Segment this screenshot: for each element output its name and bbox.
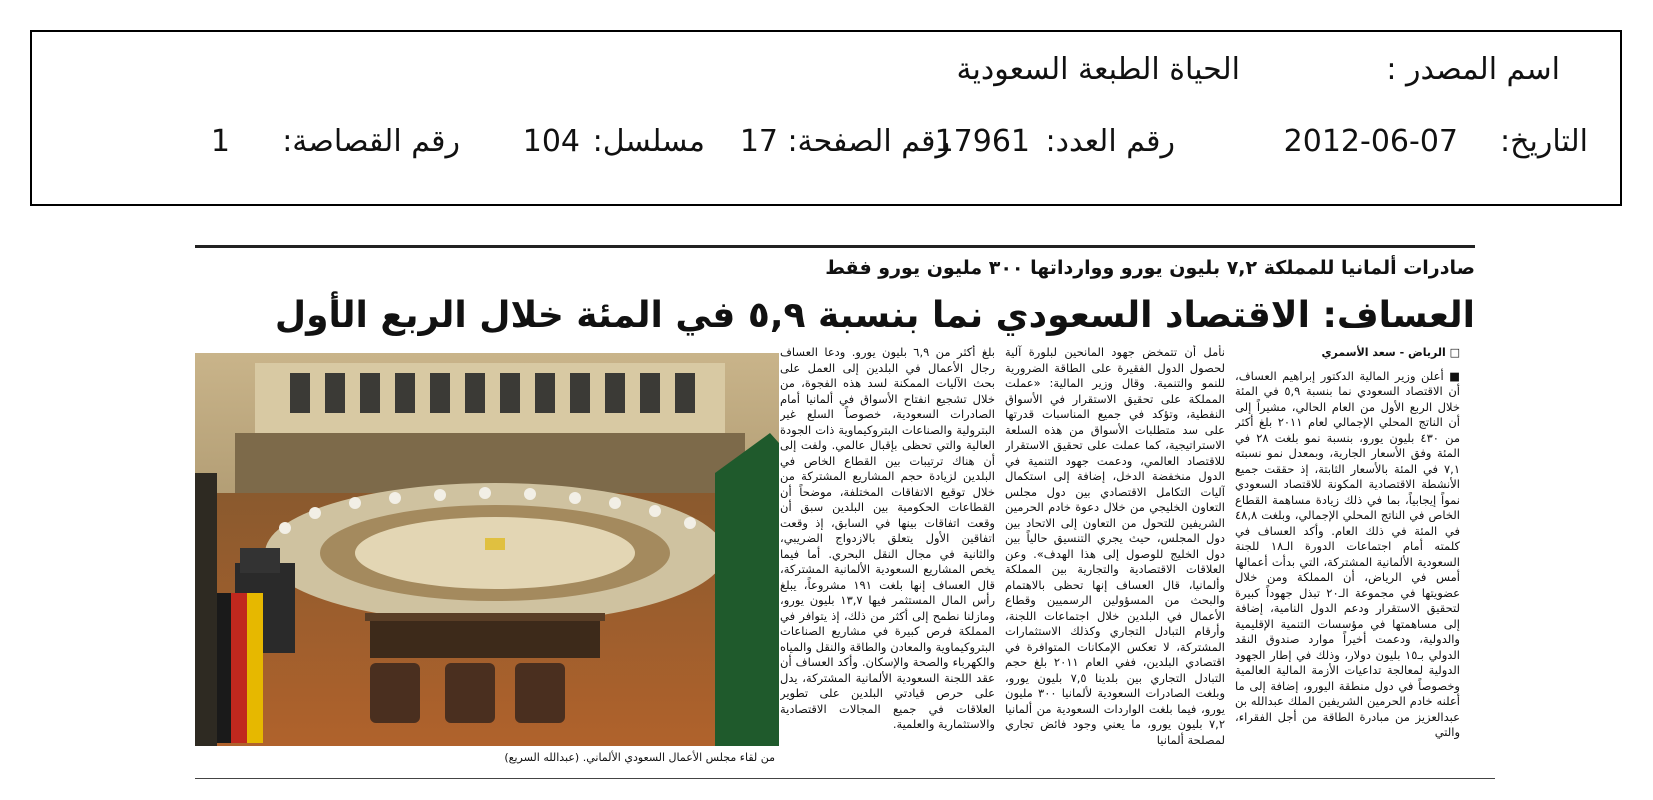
date-value: 2012-06-07 (1283, 124, 1458, 159)
column-1-text: ■ أعلن وزير المالية الدكتور إبراهيم العساف، أن الاقتصاد السعودي نما بنسبة ٥,٩ في المئة خلال الربع الأول من العام الحالي، مشيراً إلى أن الناتج المحلي الإجمالي لعام ٢٠١١ بلغ أكثر من ٤٣٠ بليون يورو، بنسبة نمو بلغت ٢٨ في المئة وفق الأسعار الجارية، وبمعدل نمو نسبته ٧,١ في المئة بالأسعار الثابتة، إذ حققت جميع الأنشطة الاقتصادية المكونة للاقتصاد السعودي نمواً إيجابياً، بما في ذلك زيادة مساهمة القطاع الخاص في الناتج المحلي الإجمالي، وبلغت ٤٨,٨ في المئة في ذلك العام. وأكد العساف في كلمته أمام اجتماعات الدورة الـ١٨ للجنة السعودية الألمانية المشتركة، التي بدأت أعمالها أمس في الرياض، أن المملكة ومن خلال عضويتها في مجموعة الـ٢٠ تبذل جهوداً كبيرة لتحقيق الاستقرار ودعم الدول النامية، إضافة إلى مساهمتها في مؤسسات التنمية الإقليمية والدولية، ودعمت أخيراً موارد صندوق النقد الدولي بـ١٥ بليون دولار، وذلك في إطار الجهود الدولية لمعالجة تداعيات الأزمة المالية العالمية وخصوصاً في دول منطقة اليورو، إضافة إلى ما أعلنه خادم الحرمين الشريفين الملك عبدالله بن عبدالعزيز من مبادرة الطاقة من أجل الفقراء، والتي (1235, 368, 1460, 739)
newspaper-clipping (195, 245, 1495, 790)
meeting-hall-image (195, 353, 779, 746)
issue-label: رقم العدد: (1045, 124, 1175, 159)
column-2-text: نأمل أن تتمخض جهود المانحين لبلورة آلية لحصول الدول الفقيرة على الطاقة الضرورية للنمو والتنمية. وقال وزير المالية: «عملت المملكة على تحقيق الاستقرار في الأسواق النفطية، وتؤكد في جميع المناسبات قدرتها على سد متطلبات الأسواق من هذه السلعة الاستراتيجية، كما عملت على تحقيق الاستقرار للاقتصاد العالمي، ودعمت جهود التنمية في الدول منخفضة الدخل، إضافة إلى استكمال آليات التكامل الاقتصادي بين دول مجلس التعاون الخليجي من خلال دعوة خادم الحرمين الشريفين للتحول من التعاون إلى الاتحاد بين دول المجلس، حيث يجري التنسيق حالياً بين دول الخليج للوصول إلى هذا الهدف». وعن العلاقات الاقتصادية والتجارية بين المملكة وألمانيا، قال العساف إنها تحظى بالاهتمام والبحث من المسؤولين الرسميين وقطاع الأعمال في البلدين خلال اجتماعات اللجنة، وأرقام التبادل التجاري وكذلك الاستثمارات المشتركة، لا تعكس الإمكانات المتوافرة في اقتصادي البلدين، ففي العام ٢٠١١ بلغ حجم التبادل التجاري بين بلدينا ٧,٥ بليون يورو، وبلغت الصادرات السعودية لألمانيا ٣٠٠ مليون يورو، فيما بلغت الواردات السعودية من ألمانيا ٧,٢ بليون يورو، ما يعني وجود فائض تجاري لمصلحة ألمانيا (1005, 345, 1225, 747)
bottom-rule (195, 778, 1495, 779)
article-headline: العساف: الاقتصاد السعودي نما بنسبة ٥,٩ في المئة خلال الربع الأول (274, 295, 1475, 336)
date-label: التاريخ: (1500, 124, 1588, 159)
article-subheadline: صادرات ألمانيا للمملكة ٧,٢ بليون يورو ووارداتها ٣٠٠ مليون يورو فقط (825, 257, 1475, 279)
source-value: الحياة الطبعة السعودية (956, 52, 1240, 87)
article-column-3 (780, 345, 995, 760)
top-rule (195, 245, 1475, 248)
source-info-box (30, 30, 1622, 206)
column-3-text: بلغ أكثر من ٦,٩ بليون يورو. ودعا العساف رجال الأعمال في البلدين إلى العمل على بحث الآليات الممكنة لسد هذه الفجوة، من خلال تشجيع انفتاح الأسواق في ألمانيا أمام الصادرات السعودية، خصوصاً السلع غير البترولية والصناعات البتروكيماوية ذات الجودة العالية والتي تحظى بإقبال عالمي. ولفت إلى أن هناك ترتيبات بين القطاع الخاص في البلدين لزيادة حجم المشاريع المشتركة من خلال توقيع الاتفاقات المختلفة، موضحاً أن القطاعات الحكومية بين البلدين سبق أن وقعت اتفاقات بينها في السابق، إذ وقعت اتفاقين الأول يتعلق بالازدواج الضريبي، والثانية في مجال النقل البحري. أما فيما يخص المشاريع السعودية الألمانية المشتركة، قال العساف إنها بلغت ١٩١ مشروعاً، يبلغ رأس المال المستثمر فيها ١٣,٧ بليون يورو، ومازلنا نطمح إلى أكثر من ذلك، إذ يتوافر في المملكة فرص كبيرة في مشاريع الصناعات البتروكيماوية والمعادن والطاقة والنقل والمياه والكهرباء والصحة والإسكان. وأكد العساف أن عقد اللجنة السعودية الألمانية المشتركة، يدل على حرص قيادتي البلدين على تطوير العلاقات في جميع المجالات الاقتصادية والاستثمارية والعلمية. (780, 345, 995, 731)
page-value: 17 (739, 124, 778, 159)
issue-value: 17961 (934, 124, 1030, 159)
clip-label: رقم القصاصة: (282, 124, 460, 159)
clip-value: 1 (210, 124, 230, 159)
serial-value: 104 (522, 124, 580, 159)
article-column-1 (1235, 345, 1460, 760)
meeting-photo (195, 353, 779, 746)
photo-caption: من لقاء مجلس الأعمال السعودي الألماني. (عبدالله السريع) (504, 751, 775, 764)
serial-label: مسلسل: (592, 124, 705, 159)
page-label: رقم الصفحة: (787, 124, 950, 159)
article-column-2 (1005, 345, 1225, 760)
byline: □ الرياض - سعد الأسمري (1321, 346, 1460, 359)
source-label: اسم المصدر : (1386, 52, 1560, 87)
